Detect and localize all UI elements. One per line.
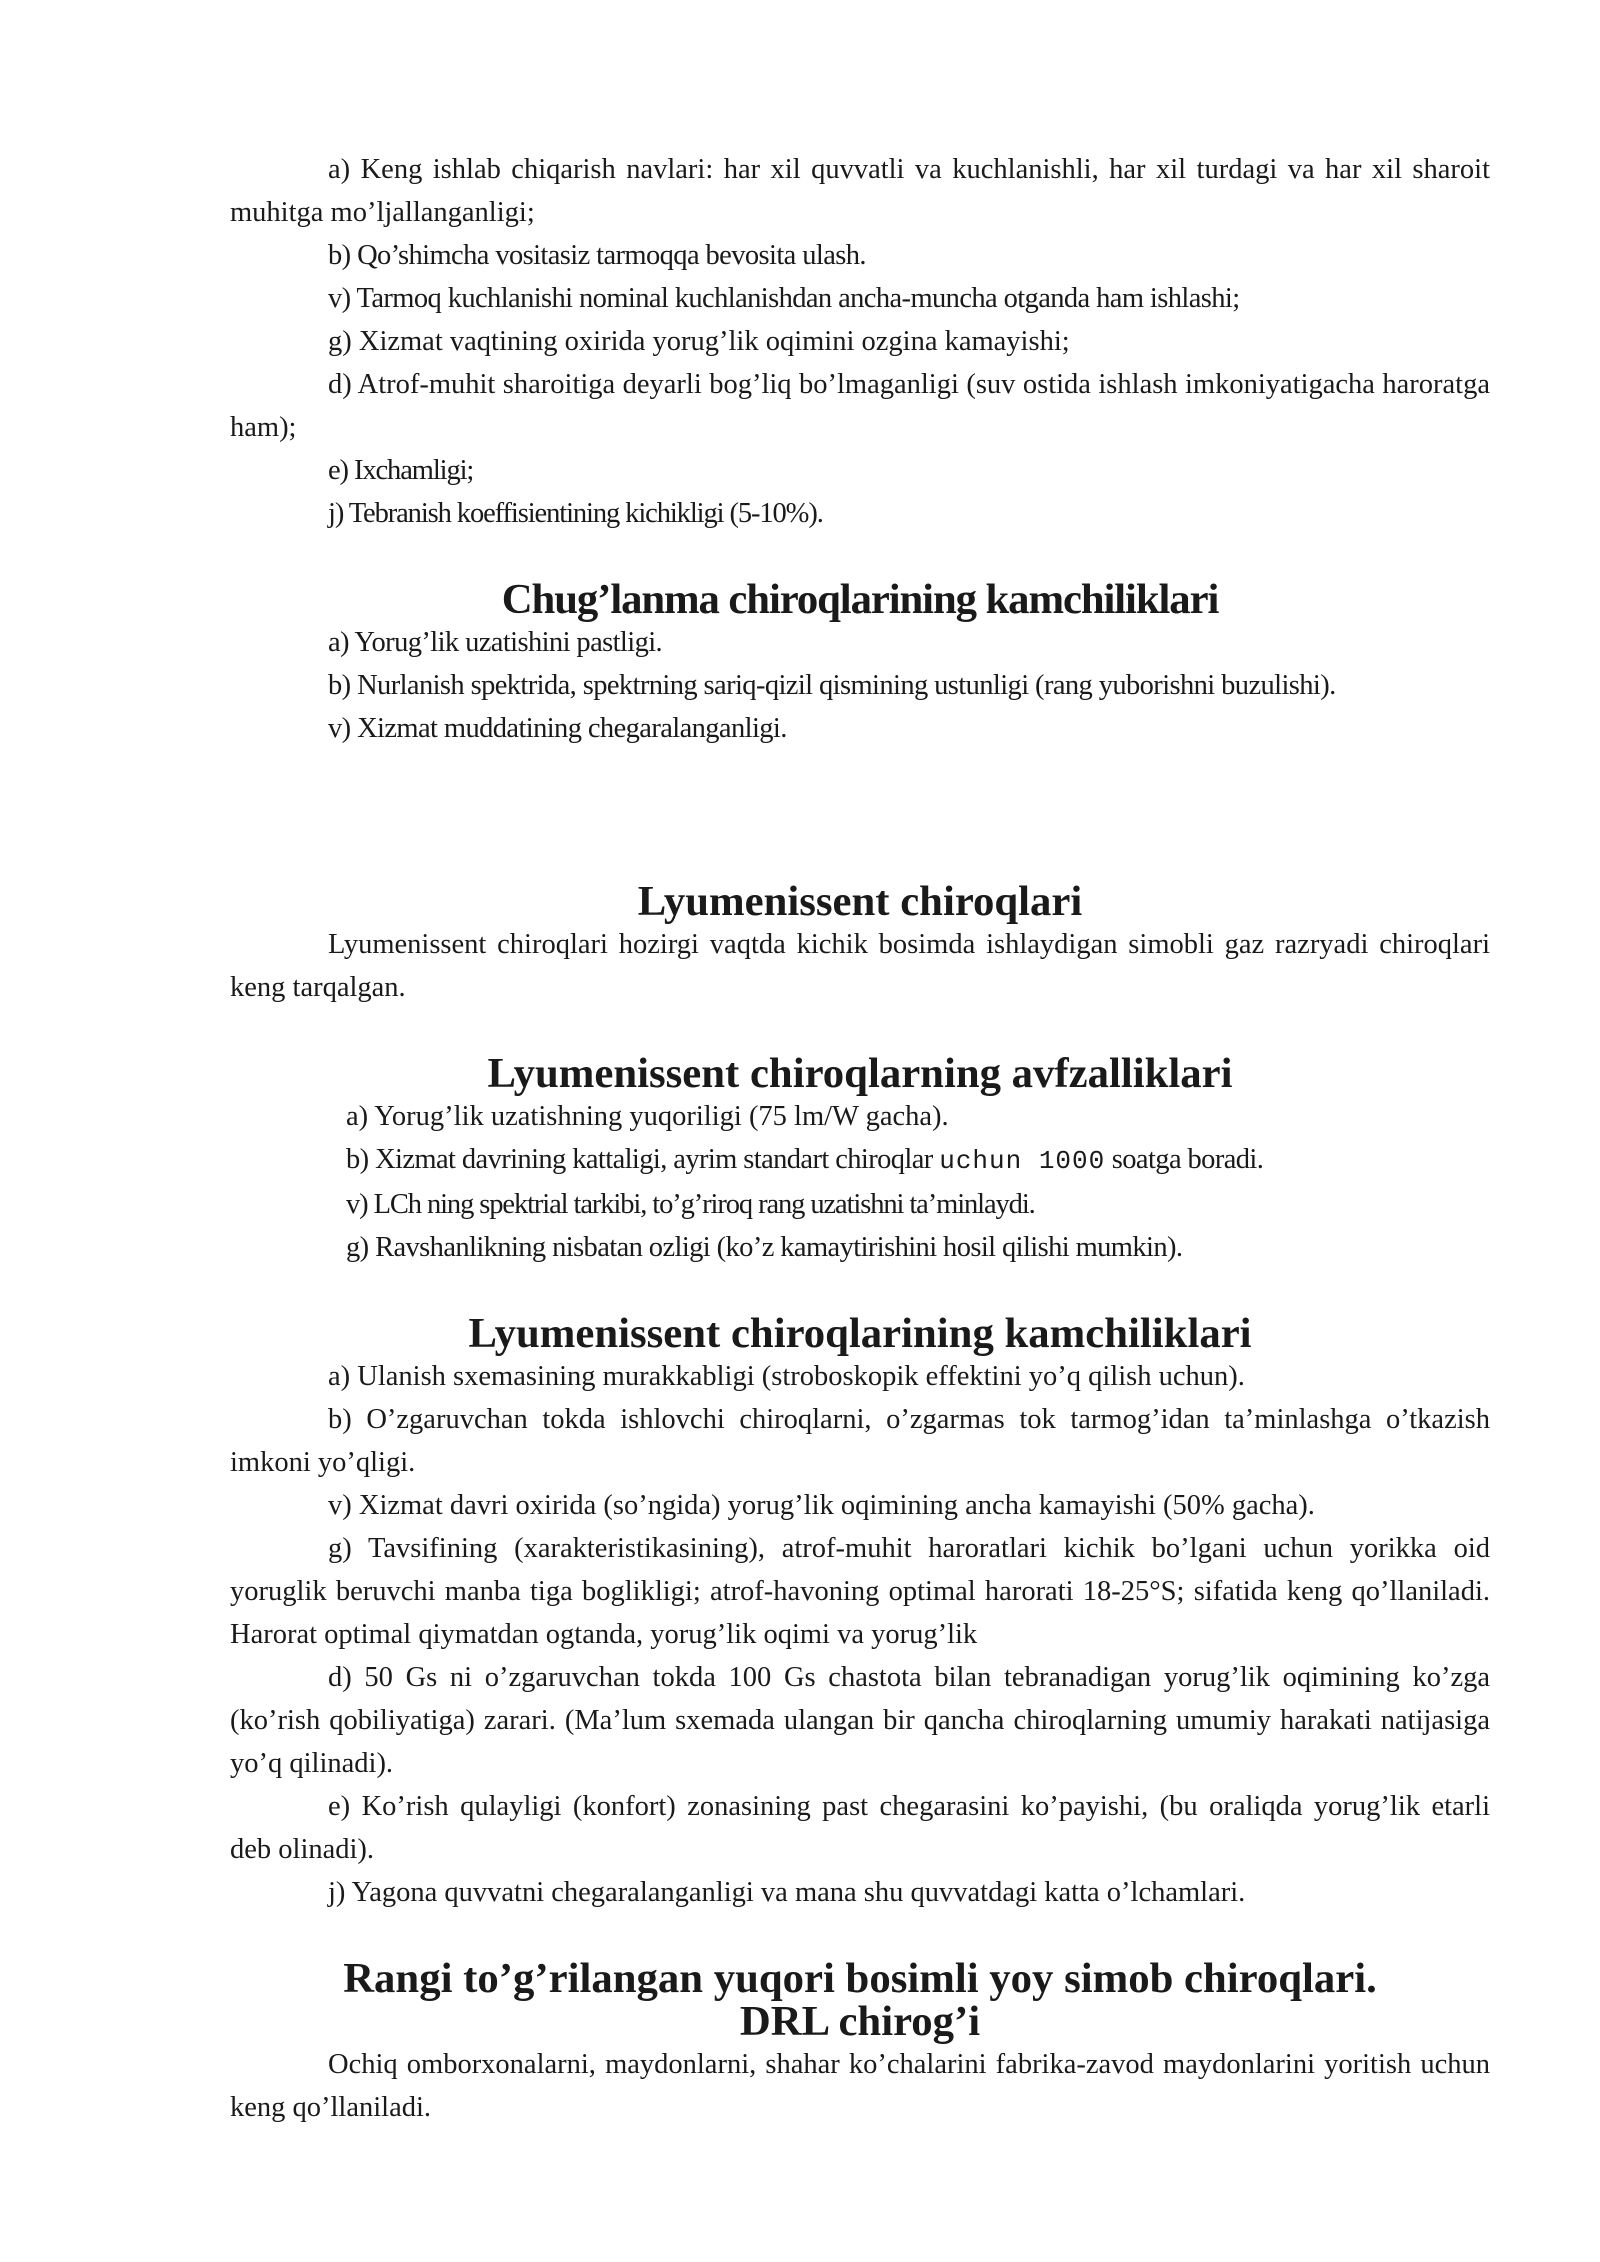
fluorescent-advantages-section (230, 1052, 1490, 1269)
paragraph: Lyumenissent chiroqlari hozirgi vaqtda kichik bosimda ishlaydigan simobli gaz razryadi chiroqlari keng tarqalgan. (230, 929, 1490, 1003)
drawback-item-v: v) Xizmat davri oxirida (so’ngida) yorug’lik oqimining ancha kamayishi (50% gacha). (328, 1490, 1315, 1521)
advantage-item-v: v) LCh ning spektrial tarkibi, to’g’riroq rang uzatishni ta’minlaydi. (346, 1189, 1035, 1220)
drawback-item-v: v) Xizmat muddatining chegaralanganligi. (328, 713, 787, 744)
advantage-item-b: b) Qo’shimcha vositasiz tarmoqqa bevosita ulash. (328, 240, 866, 271)
advantage-item-g: g) Xizmat vaqtining oxirida yorug’lik oqimini ozgina kamayishi; (328, 326, 1070, 357)
drawback-item-b: b) O’zgaruvchan tokda ishlovchi chiroqlarni, o’zgarmas tok tarmog’idan ta’minlashga o’tkazish imkoni yo’qligi. (230, 1404, 1490, 1478)
advantage-item-e: e) Ixchamligi; (328, 455, 474, 486)
item-text-mono: uchun 1000 (939, 1146, 1106, 1176)
drawback-item-a: a) Ulanish sxemasining murakkabligi (stroboskopik effektini yo’q qilish uchun). (328, 1361, 1245, 1392)
advantage-item-d: d) Atrof-muhit sharoitiga deyarli bog’liq bo’lmaganligi (suv ostida ishlash imkoniyatigacha haroratga ham); (230, 369, 1490, 443)
section-subheading: DRL chirog’i (739, 1998, 981, 2045)
section-heading: Lyumenissent chiroqlari (637, 878, 1083, 925)
advantage-item-g: g) Ravshanlikning nisbatan ozligi (ko’z kamaytirishini hosil qilishi mumkin). (346, 1232, 1183, 1263)
item-text: soatga boradi. (1111, 1144, 1264, 1175)
advantage-item-a: a) Keng ishlab chiqarish navlari: har xil quvvatli va kuchlanishli, har xil turdagi va har xil sharoit muhitga mo’ljallanganligi; (230, 154, 1490, 228)
drawback-item-d: d) 50 Gs ni o’zgaruvchan tokda 100 Gs chastota bilan tebranadigan yorug’lik oqimining ko’zga (ko’rish qobiliyatiga) zarari. (Ma’lum sxemada ulangan bir qancha chiroqlarning umumiy harakati natijasiga yo’q qilinadi). (230, 1662, 1490, 1779)
drawback-item-a: a) Yorug’lik uzatishini pastligi. (328, 627, 663, 658)
paragraph: Ochiq omborxonalarni, maydonlarni, shahar ko’chalarini fabrika-zavod maydonlarini yoritish uchun keng qo’llaniladi. (230, 2049, 1490, 2123)
drawback-item-g: g) Tavsifining (xarakteristikasining), atrof-muhit haroratlari kichik bo’lgani uchun yorikka oid yoruglik beruvchi manba tiga boglikligi; atrof-havoning optimal harorati 18-25°S; sifatida keng qo’llaniladi. Harorat optimal qiymatdan ogtanda, yorug’lik oqimi va yorug’lik (230, 1533, 1490, 1650)
section-heading: Chug’lanma chiroqlarining kamchiliklari (501, 576, 1219, 623)
drl-section (230, 1957, 1490, 2129)
document-page (230, 148, 1490, 2129)
section-heading: Lyumenissent chiroqlarining kamchiliklari (468, 1310, 1252, 1357)
advantages-list (230, 148, 1490, 535)
advantage-item-j: j) Tebranish koeffisientining kichikligi (5-10%). (328, 498, 823, 529)
item-text: b) Xizmat davrining kattaligi, ayrim standart chiroqlar (346, 1144, 933, 1175)
advantage-item-a: a) Yorug’lik uzatishning yuqoriligi (75 lm/W gacha). (346, 1101, 949, 1132)
drawback-item-j: j) Yagona quvvatni chegaralanganligi va mana shu quvvatdagi katta o’lchamlari. (328, 1877, 1246, 1908)
section-heading: Rangi to’g’rilangan yuqori bosimli yoy simob chiroqlari. (343, 1955, 1377, 2002)
incandescent-drawbacks-section (230, 578, 1490, 750)
drawback-item-e: e) Ko’rish qulayligi (konfort) zonasining past chegarasini ko’payishi, (bu oraliqda yorug’lik etarli deb olinadi). (230, 1791, 1490, 1865)
advantage-item-v: v) Tarmoq kuchlanishi nominal kuchlanishdan ancha-muncha otganda ham ishlashi; (328, 283, 1240, 314)
drawback-item-b: b) Nurlanish spektrida, spektrning sariq-qizil qismining ustunligi (rang yuborishni buzulishi). (328, 670, 1336, 701)
section-heading: Lyumenissent chiroqlarning avfzalliklari (487, 1050, 1233, 1097)
advantage-item-b (230, 1138, 1490, 1183)
fluorescent-section (230, 880, 1490, 1009)
fluorescent-drawbacks-section (230, 1312, 1490, 1914)
